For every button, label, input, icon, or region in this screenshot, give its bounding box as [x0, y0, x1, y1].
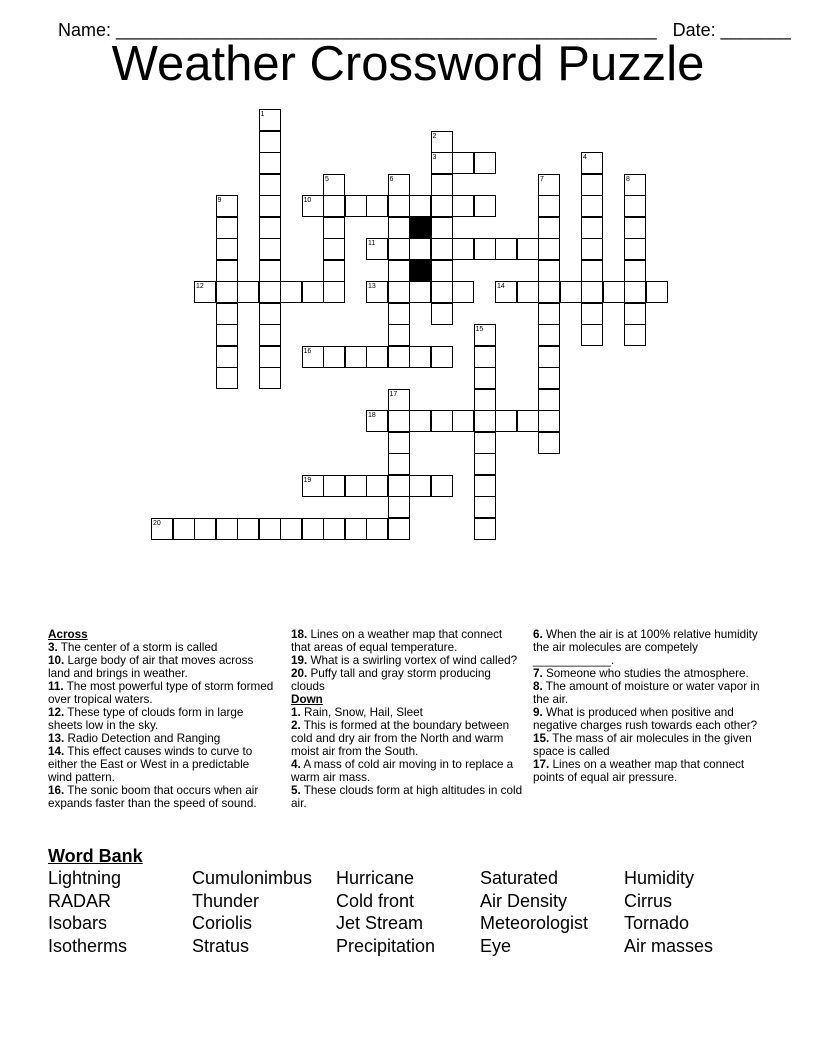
clue-item	[48, 732, 276, 745]
grid-cell[interactable]	[216, 346, 238, 368]
grid-cell[interactable]	[538, 195, 560, 217]
grid-cell[interactable]	[366, 195, 388, 217]
grid-cell[interactable]	[538, 238, 560, 260]
down-heading: Down	[291, 693, 323, 706]
clue-number-19: 19	[303, 476, 312, 484]
grid-cell[interactable]	[581, 260, 603, 282]
clue-text: Rain, Snow, Hail, Sleet	[304, 706, 423, 719]
grid-cell[interactable]	[495, 238, 517, 260]
clue-number: 20.	[291, 667, 308, 680]
clue-item	[533, 706, 768, 732]
grid-cell[interactable]	[581, 324, 603, 346]
grid-cell[interactable]	[538, 303, 560, 325]
grid-cell[interactable]	[216, 217, 238, 239]
word-bank-item: Stratus	[192, 936, 250, 957]
word-bank-item: Meteorologist	[480, 913, 589, 934]
grid-cell[interactable]	[366, 518, 388, 540]
grid-cell[interactable]	[538, 217, 560, 239]
clue-text: Someone who studies the atmosphere.	[546, 667, 749, 680]
grid-cell[interactable]	[388, 281, 410, 303]
grid-cell[interactable]	[237, 518, 259, 540]
clue-number: 5.	[291, 784, 301, 797]
clue-text: This is formed at the boundary between cold and dry air from the North and warm moist air from the South.	[291, 719, 510, 758]
grid-cell[interactable]	[323, 217, 345, 239]
grid-cell[interactable]	[409, 475, 431, 497]
clue-item	[48, 641, 276, 654]
clue-text: What is produced when positive and negative charges rush towards each other?	[533, 706, 758, 732]
grid-cell[interactable]	[388, 346, 410, 368]
grid-cell[interactable]	[409, 195, 431, 217]
grid-cell[interactable]	[323, 260, 345, 282]
grid-cell[interactable]	[388, 475, 410, 497]
grid-cell[interactable]	[302, 281, 324, 303]
grid-cell[interactable]	[538, 260, 560, 282]
grid-cell[interactable]	[194, 518, 216, 540]
grid-cell[interactable]	[409, 238, 431, 260]
clue-number-13: 13	[368, 283, 376, 290]
grid-cell[interactable]	[452, 195, 474, 217]
grid-cell[interactable]	[517, 238, 539, 260]
word-bank-item: Jet Stream	[336, 913, 424, 934]
grid-cell[interactable]	[452, 410, 474, 432]
clue-item	[291, 654, 523, 667]
clue-text: A mass of cold air moving in to replace a warm air mass.	[291, 758, 514, 784]
grid-cell[interactable]	[538, 367, 560, 389]
grid-cell[interactable]	[259, 152, 281, 174]
blocked-cell	[409, 217, 431, 239]
grid-cell[interactable]	[560, 281, 582, 303]
clue-number: 2.	[291, 719, 301, 732]
name-field-label: Name: ______________________________________________________	[58, 20, 657, 40]
clue-item	[291, 784, 523, 810]
grid-cell[interactable]	[409, 346, 431, 368]
grid-cell[interactable]	[323, 518, 345, 540]
grid-cell[interactable]	[173, 518, 195, 540]
clue-number-11: 11	[368, 240, 376, 247]
clue-item	[48, 680, 276, 706]
clue-text: The center of a storm is called	[60, 641, 218, 654]
grid-cell[interactable]	[409, 281, 431, 303]
clue-text: The mass of air molecules in the given space is called	[533, 732, 752, 758]
clue-number: 1.	[291, 706, 301, 719]
clue-text: Lines on a weather map that connect points of equal air pressure.	[533, 758, 745, 784]
grid-cell[interactable]	[259, 518, 281, 540]
grid-cell[interactable]	[538, 324, 560, 346]
grid-cell[interactable]	[646, 281, 668, 303]
word-bank-item: Isobars	[48, 913, 108, 934]
grid-cell[interactable]	[581, 217, 603, 239]
grid-cell[interactable]	[388, 303, 410, 325]
grid-cell[interactable]	[474, 389, 496, 411]
grid-cell[interactable]	[474, 152, 496, 174]
clue-number: 14.	[48, 745, 65, 758]
grid-cell[interactable]	[366, 346, 388, 368]
grid-cell[interactable]	[259, 367, 281, 389]
clue-text: What is a swirling vortex of wind called?	[310, 654, 518, 667]
word-bank-item: Eye	[480, 936, 512, 957]
clues-column-1	[48, 628, 276, 810]
grid-cell[interactable]	[474, 410, 496, 432]
grid-cell[interactable]	[216, 367, 238, 389]
grid-cell[interactable]	[216, 260, 238, 282]
word-bank-item: Air Density	[480, 890, 568, 911]
clues-column-2	[291, 628, 523, 810]
grid-cell[interactable]	[538, 281, 560, 303]
grid-cell[interactable]	[581, 195, 603, 217]
clue-number: 18.	[291, 628, 308, 641]
grid-cell[interactable]	[452, 281, 474, 303]
grid-cell[interactable]	[259, 195, 281, 217]
grid-cell[interactable]	[345, 346, 367, 368]
grid-cell[interactable]	[431, 303, 453, 325]
grid-cell[interactable]	[431, 195, 453, 217]
grid-cell[interactable]	[323, 475, 345, 497]
grid-cell[interactable]	[431, 174, 453, 196]
grid-cell[interactable]	[495, 410, 517, 432]
word-bank-item: Isotherms	[48, 936, 128, 957]
grid-cell[interactable]	[388, 195, 410, 217]
clue-item	[533, 667, 768, 680]
clue-item	[533, 628, 768, 667]
clue-number-7: 7	[540, 175, 544, 183]
grid-cell[interactable]	[431, 238, 453, 260]
clue-item	[48, 745, 276, 784]
grid-cell[interactable]	[624, 324, 646, 346]
clue-number-3: 3	[432, 154, 437, 161]
grid-cell[interactable]	[624, 303, 646, 325]
grid-cell[interactable]	[431, 410, 453, 432]
clue-number-16: 16	[303, 347, 312, 355]
grid-cell[interactable]	[259, 260, 281, 282]
clue-number-4: 4	[583, 154, 587, 161]
date-field-label: Date: _______	[672, 20, 791, 40]
clue-item	[533, 758, 768, 784]
clue-text: These type of clouds form in large sheets low in the sky.	[48, 706, 244, 732]
grid-cell[interactable]	[259, 303, 281, 325]
grid-cell[interactable]	[409, 410, 431, 432]
word-bank-item: Precipitation	[336, 936, 436, 957]
clue-number-12: 12	[196, 283, 204, 290]
grid-cell[interactable]	[323, 238, 345, 260]
grid-cell[interactable]	[581, 174, 603, 196]
grid-cell[interactable]	[452, 238, 474, 260]
word-bank-item: Coriolis	[192, 913, 253, 934]
word-bank-item: Cumulonimbus	[192, 868, 313, 888]
grid-cell[interactable]	[474, 453, 496, 475]
clue-number-17: 17	[389, 390, 398, 398]
grid-cell[interactable]	[388, 260, 410, 282]
clue-item	[48, 654, 276, 680]
clue-text: Radio Detection and Ranging	[67, 732, 221, 745]
clue-number-5: 5	[325, 175, 329, 183]
grid-cell[interactable]	[581, 281, 603, 303]
grid-cell[interactable]	[388, 453, 410, 475]
clue-item	[291, 628, 523, 654]
grid-cell[interactable]	[624, 238, 646, 260]
word-bank-item: Saturated	[480, 868, 559, 888]
clue-number: 7.	[533, 667, 543, 680]
clue-number-2: 2	[432, 132, 437, 140]
grid-cell[interactable]	[431, 281, 453, 303]
grid-cell[interactable]	[474, 195, 496, 217]
clue-number: 12.	[48, 706, 65, 719]
clue-number-14: 14	[497, 283, 505, 290]
clue-item	[533, 680, 768, 706]
grid-cell[interactable]	[538, 346, 560, 368]
grid-cell[interactable]	[388, 217, 410, 239]
clue-number-20: 20	[153, 519, 161, 527]
grid-cell[interactable]	[624, 195, 646, 217]
grid-cell[interactable]	[474, 367, 496, 389]
word-bank-item: Humidity	[624, 868, 695, 888]
clue-item	[291, 719, 523, 758]
clue-item	[291, 758, 523, 784]
grid-cell[interactable]	[624, 260, 646, 282]
page-title: Weather Crossword Puzzle	[111, 37, 705, 91]
grid-cell[interactable]	[216, 281, 238, 303]
grid-cell[interactable]	[323, 346, 345, 368]
clue-number-18: 18	[368, 412, 376, 419]
grid-cell[interactable]	[366, 475, 388, 497]
grid-cell[interactable]	[216, 324, 238, 346]
word-bank-item: Cold front	[336, 890, 415, 911]
grid-cell[interactable]	[581, 303, 603, 325]
clue-text: The most powerful type of storm formed over tropical waters.	[48, 680, 274, 706]
grid-cell[interactable]	[431, 260, 453, 282]
grid-cell[interactable]	[431, 346, 453, 368]
clue-text: When the air is at 100% relative humidity the air molecules are competely ____________.	[533, 628, 758, 667]
grid-cell[interactable]	[280, 281, 302, 303]
word-bank-item: Air masses	[624, 936, 714, 957]
grid-cell[interactable]	[323, 281, 345, 303]
clue-item	[48, 706, 276, 732]
grid-cell[interactable]	[216, 303, 238, 325]
grid-cell[interactable]	[259, 281, 281, 303]
clue-text: These clouds form at high altitudes in cold air.	[291, 784, 523, 810]
clue-number: 19.	[291, 654, 308, 667]
grid-cell[interactable]	[388, 238, 410, 260]
grid-cell[interactable]	[259, 217, 281, 239]
clue-number: 6.	[533, 628, 543, 641]
grid-cell[interactable]	[538, 410, 560, 432]
clue-number: 4.	[291, 758, 301, 771]
grid-cell[interactable]	[624, 217, 646, 239]
clue-number: 10.	[48, 654, 65, 667]
grid-cell[interactable]	[431, 475, 453, 497]
clue-number: 9.	[533, 706, 543, 719]
grid-cell[interactable]	[259, 174, 281, 196]
clue-number-9: 9	[217, 197, 222, 204]
grid-cell[interactable]	[388, 410, 410, 432]
clue-number: 8.	[533, 680, 543, 693]
grid-cell[interactable]	[538, 389, 560, 411]
grid-cell[interactable]	[259, 238, 281, 260]
grid-cell[interactable]	[259, 346, 281, 368]
grid-cell[interactable]	[431, 217, 453, 239]
clue-number-10: 10	[303, 197, 312, 204]
clue-text: This effect causes winds to curve to either the East or West in a predictable wind pattern.	[48, 745, 253, 784]
clue-text: Puffy tall and gray storm producing clouds	[291, 667, 491, 693]
clue-number-1: 1	[260, 111, 265, 118]
clue-number: 16.	[48, 784, 65, 797]
grid-cell[interactable]	[474, 432, 496, 454]
grid-cell[interactable]	[474, 518, 496, 540]
grid-cell[interactable]	[216, 518, 238, 540]
grid-cell[interactable]	[345, 518, 367, 540]
word-bank-title: Word Bank	[48, 846, 143, 866]
grid-cell[interactable]	[474, 346, 496, 368]
grid-cell[interactable]	[517, 281, 539, 303]
word-bank-item: Lightning	[48, 868, 122, 888]
clue-number: 17.	[533, 758, 550, 771]
grid-cell[interactable]	[259, 324, 281, 346]
grid-cell[interactable]	[603, 281, 625, 303]
clue-number-6: 6	[389, 175, 394, 183]
word-bank-item: Cirrus	[624, 890, 672, 911]
clues-column-3	[533, 628, 768, 784]
clue-text: The sonic boom that occurs when air expands faster than the speed of sound.	[48, 784, 259, 810]
word-bank-item: Hurricane	[336, 868, 415, 888]
grid-cell[interactable]	[216, 238, 238, 260]
clue-number: 15.	[533, 732, 550, 745]
grid-cell[interactable]	[452, 152, 474, 174]
grid-cell[interactable]	[280, 518, 302, 540]
grid-cell[interactable]	[474, 496, 496, 518]
clue-item	[291, 667, 523, 693]
clue-item	[48, 784, 276, 810]
grid-cell[interactable]	[581, 238, 603, 260]
grid-cell[interactable]	[474, 475, 496, 497]
clue-item	[291, 706, 523, 719]
clue-number: 11.	[48, 680, 64, 693]
grid-cell[interactable]	[388, 432, 410, 454]
clue-text: The amount of moisture or water vapor in the air.	[533, 680, 760, 706]
word-bank-item: Tornado	[624, 913, 690, 934]
grid-cell[interactable]	[388, 518, 410, 540]
grid-cell[interactable]	[474, 238, 496, 260]
clue-text: Lines on a weather map that connect that areas of equal temperature.	[291, 628, 503, 654]
word-bank-item: RADAR	[48, 890, 112, 911]
clue-number: 13.	[48, 732, 65, 745]
grid-cell[interactable]	[323, 195, 345, 217]
grid-cell[interactable]	[517, 410, 539, 432]
grid-cell[interactable]	[237, 281, 259, 303]
grid-cell[interactable]	[388, 324, 410, 346]
grid-cell[interactable]	[302, 518, 324, 540]
clue-item	[533, 732, 768, 758]
clue-number-8: 8	[626, 175, 630, 183]
clue-number-15: 15	[475, 326, 484, 333]
grid-cell[interactable]	[345, 195, 367, 217]
clue-text: Large body of air that moves across land and brings in weather.	[48, 654, 254, 680]
word-bank-item: Thunder	[192, 890, 260, 911]
grid-cell[interactable]	[259, 131, 281, 153]
across-heading: Across	[48, 628, 88, 641]
grid-cell[interactable]	[538, 432, 560, 454]
blocked-cell	[409, 260, 431, 282]
grid-cell[interactable]	[345, 475, 367, 497]
clue-number: 3.	[48, 641, 58, 654]
grid-cell[interactable]	[624, 281, 646, 303]
grid-cell[interactable]	[388, 496, 410, 518]
